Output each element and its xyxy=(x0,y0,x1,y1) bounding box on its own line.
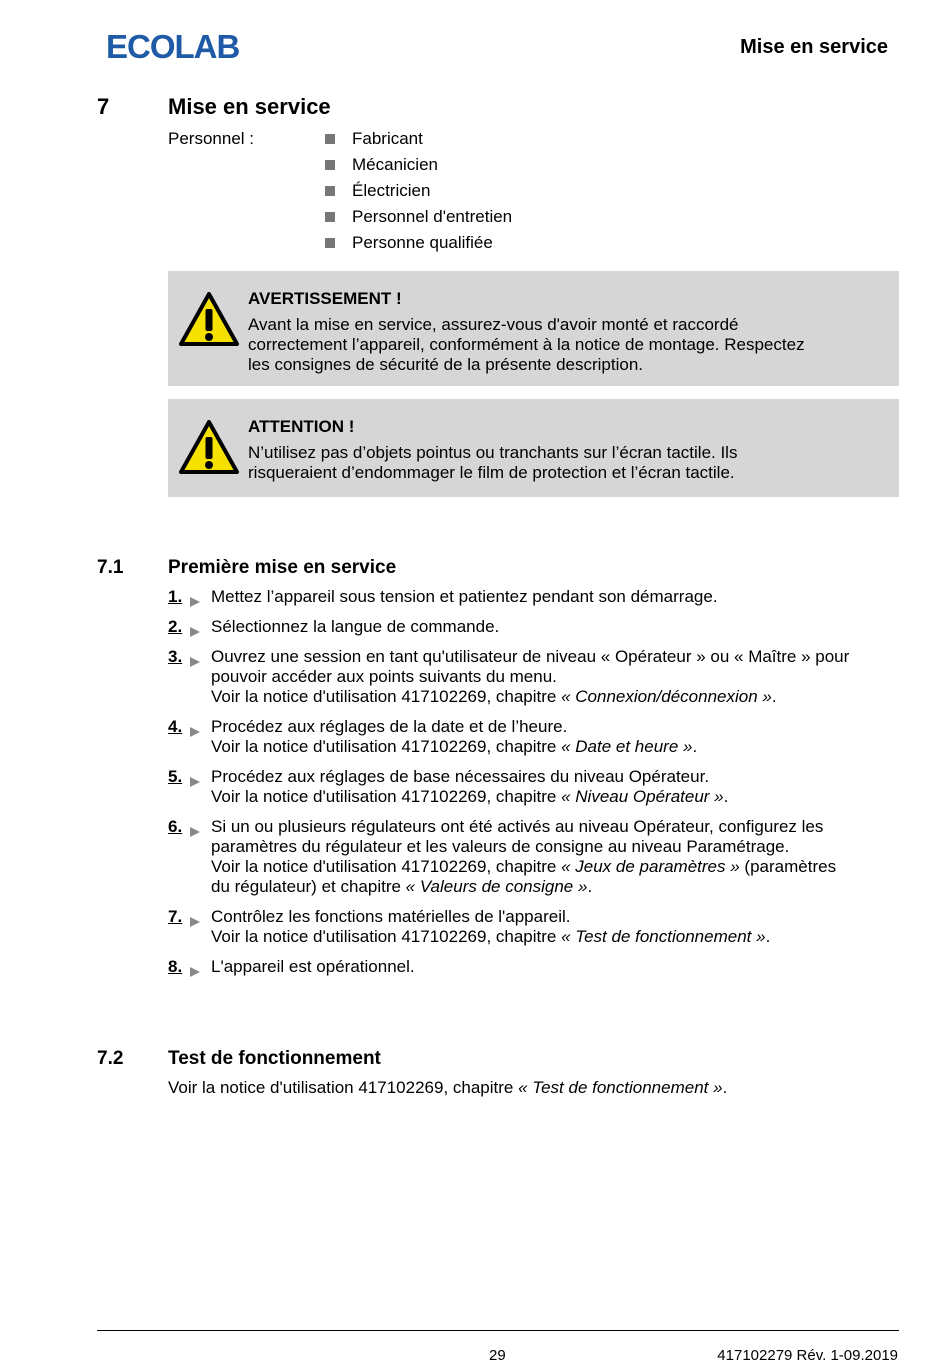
step-item: 3. Ouvrez une session en tant qu'utilisateur de niveau « Opérateur » ou « Maître » pour pouvoir accéder aux points suivants du menu. Voir la notice d'utilisation 417102269, chapitre « Connexion/déconnexion ». xyxy=(168,647,850,706)
footer-divider xyxy=(97,1330,899,1331)
step-arrow-icon xyxy=(188,626,202,638)
warning-triangle-icon xyxy=(178,291,240,347)
warning-triangle-icon xyxy=(178,419,240,475)
bullet-square-icon xyxy=(325,238,335,248)
personnel-label: Personnel : xyxy=(168,129,254,148)
step-item: 4. Procédez aux réglages de la date et de l’heure. Voir la notice d'utilisation 417102269, chapitre « Date et heure ». xyxy=(168,717,698,756)
attention-box xyxy=(168,399,899,497)
warning-box xyxy=(168,271,899,386)
logo-text: ECOLAB xyxy=(106,28,240,64)
step-number: 3. xyxy=(168,647,183,666)
step-arrow-icon xyxy=(188,916,202,928)
steps-list xyxy=(168,587,898,987)
step-arrow-icon xyxy=(188,826,202,838)
subsection-number: 7.2 xyxy=(97,1048,124,1069)
step-item: 1. Mettez l’appareil sous tension et patientez pendant son démarrage. xyxy=(168,587,718,606)
warning-text: Avant la mise en service, assurez-vous d'avoir monté et raccordé correctement l’appareil, conformément à la notice de montage. Respectez les consignes de sécurité de la présente description. xyxy=(248,315,805,374)
document-reference: 417102279 Rév. 1-09.2019 xyxy=(717,1347,898,1364)
attention-text: N’utilisez pas d’objets pointus ou tranchants sur l’écran tactile. Ils risqueraient d’endommager le film de protection et l’écran tactile. xyxy=(248,443,738,482)
bullet-square-icon xyxy=(325,134,335,144)
list-item: Personnel d'entretien xyxy=(325,207,512,233)
step-number: 4. xyxy=(168,717,183,736)
list-item: Mécanicien xyxy=(325,155,512,181)
list-item: Électricien xyxy=(325,181,512,207)
step-arrow-icon xyxy=(188,966,202,978)
page-number: 29 xyxy=(489,1347,506,1364)
section-number: 7 xyxy=(97,94,110,119)
ecolab-logo xyxy=(106,28,256,64)
subsection-number: 7.1 xyxy=(97,557,124,578)
attention-title: ATTENTION ! xyxy=(248,417,355,436)
warning-title: AVERTISSEMENT ! xyxy=(248,289,402,308)
bullet-square-icon xyxy=(325,160,335,170)
step-item: 6. Si un ou plusieurs régulateurs ont été activés au niveau Opérateur, configurez les paramètres du régulateur et les valeurs de consigne au niveau Paramétrage. Voir la notice d'utilisation 417102269, chapitre « Jeux de paramètres » (paramètres du régulateur) et chapitre « Valeurs de consigne ». xyxy=(168,817,837,896)
subsection-title: Première mise en service xyxy=(168,557,397,578)
step-number: 6. xyxy=(168,817,183,836)
step-number: 1. xyxy=(168,587,183,606)
step-item: 5. Procédez aux réglages de base nécessaires du niveau Opérateur. Voir la notice d'utilisation 417102269, chapitre « Niveau Opérateur ». xyxy=(168,767,729,806)
step-arrow-icon xyxy=(188,776,202,788)
bullet-square-icon xyxy=(325,212,335,222)
step-arrow-icon xyxy=(188,596,202,608)
step-number: 7. xyxy=(168,907,183,926)
section-text: Voir la notice d'utilisation 417102269, chapitre « Test de fonctionnement ». xyxy=(168,1078,728,1097)
step-number: 5. xyxy=(168,767,183,786)
step-arrow-icon xyxy=(188,656,202,668)
subsection-title: Test de fonctionnement xyxy=(168,1048,381,1069)
list-item: Fabricant xyxy=(325,129,512,155)
step-item: 8. L'appareil est opérationnel. xyxy=(168,957,415,976)
step-item: 2. Sélectionnez la langue de commande. xyxy=(168,617,500,636)
step-item: 7. Contrôlez les fonctions matérielles de l'appareil. Voir la notice d'utilisation 417102269, chapitre « Test de fonctionnement ». xyxy=(168,907,771,946)
section-title: Mise en service xyxy=(168,94,331,119)
step-number: 8. xyxy=(168,957,183,976)
personnel-list xyxy=(325,129,512,259)
step-number: 2. xyxy=(168,617,183,636)
bullet-square-icon xyxy=(325,186,335,196)
step-arrow-icon xyxy=(188,726,202,738)
header-title: Mise en service xyxy=(740,36,888,58)
list-item: Personne qualifiée xyxy=(325,233,512,259)
